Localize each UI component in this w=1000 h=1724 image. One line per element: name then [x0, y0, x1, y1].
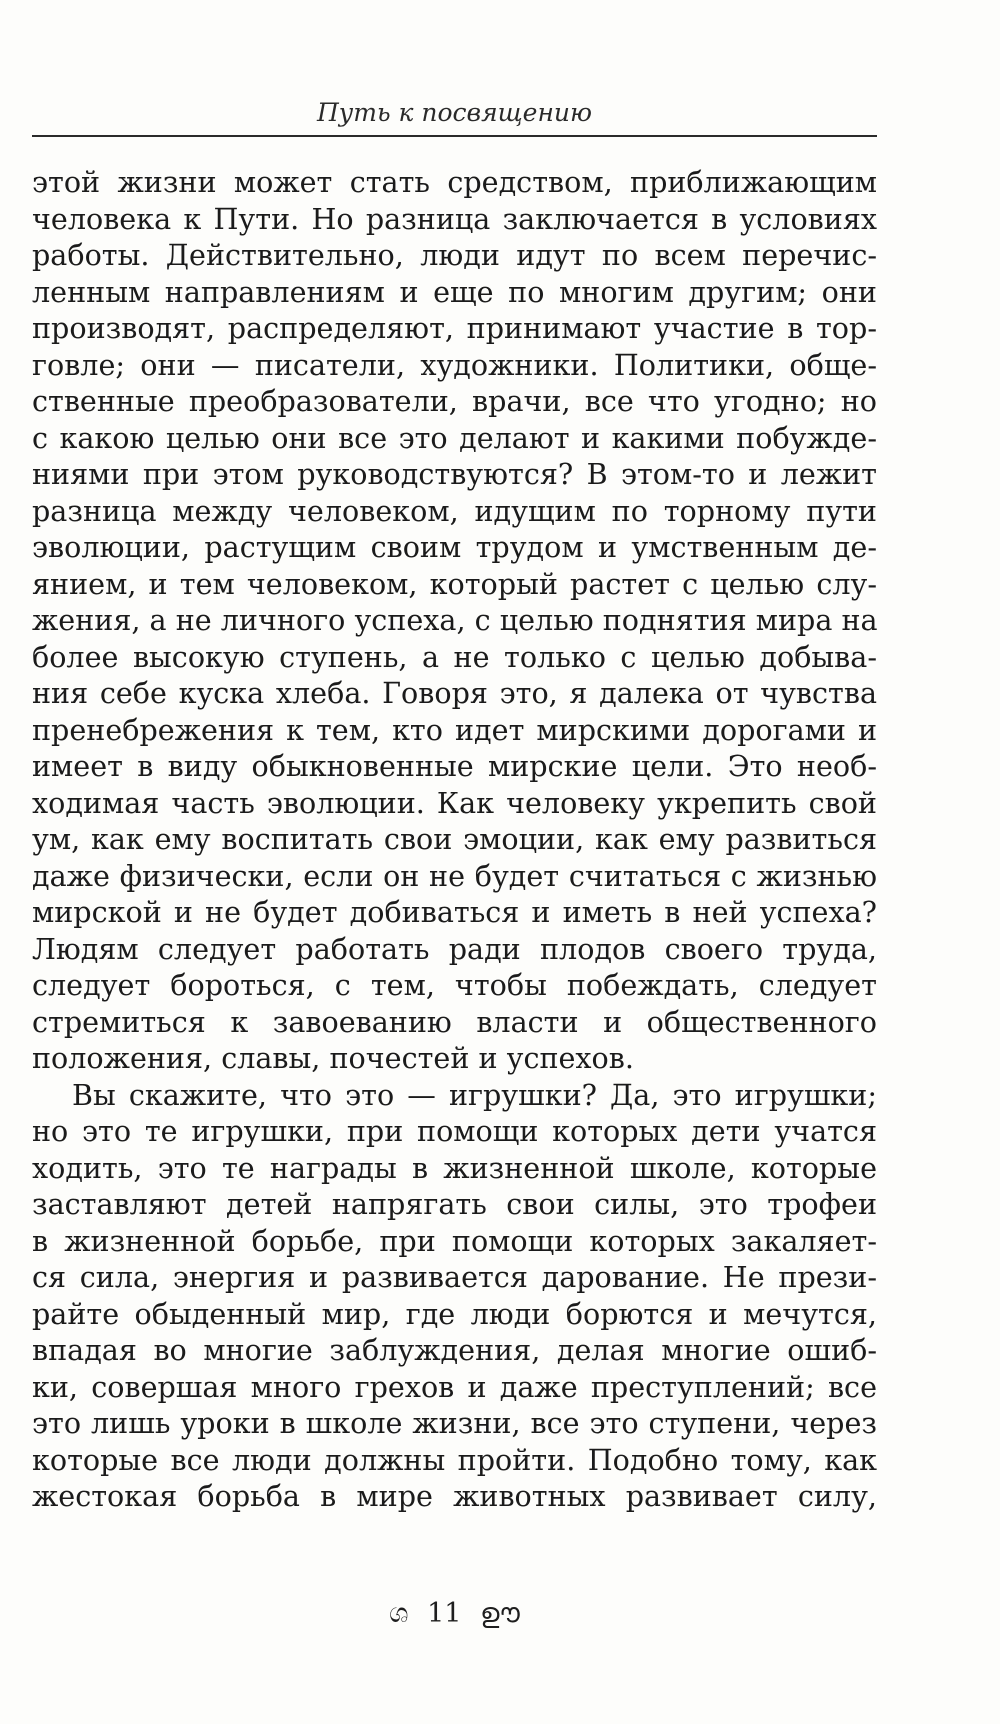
- body-text: [32, 164, 877, 1515]
- text-line: работы. Действительно, люди идут по всем перечис-: [32, 238, 877, 272]
- text-line: разница между человеком, идущим по торному пути: [32, 493, 877, 528]
- text-line: заставляют детей напрягать свои силы, это трофеи: [32, 1187, 877, 1221]
- text-line: производят, распределяют, принимают участие в тор-: [32, 311, 877, 345]
- text-line: говле; они — писатели, художники. Политики, обще-: [32, 347, 877, 382]
- text-line: ния себе куска хлеба. Говоря это, я далека от чувства: [32, 676, 877, 710]
- text-line: имеет в виду обыкновенные мирские цели. Это необ-: [32, 749, 877, 783]
- text-line: но это те игрушки, при помощи которых дети учатся: [32, 1114, 877, 1148]
- paragraph: [32, 1077, 877, 1515]
- text-line: ум, как ему воспитать свои эмоции, как ему развиться: [32, 822, 877, 856]
- paragraph: [32, 164, 877, 1077]
- text-line: жестокая борьба в мире животных развивает силу,: [32, 1479, 877, 1513]
- header-rule: [32, 135, 877, 137]
- text-line: Людям следует работать ради плодов своего труда,: [32, 931, 877, 966]
- ornament-left-icon: ශ: [389, 1597, 409, 1629]
- page-footer: [0, 1595, 909, 1632]
- text-line: стремиться к завоеванию власти и общественного: [32, 1004, 877, 1039]
- text-line: ниями при этом руководствуются? В этом-то и лежит: [32, 457, 877, 491]
- text-line: человека к Пути. Но разница заключается в условиях: [32, 201, 877, 236]
- text-line: пренебрежения к тем, кто идет мирскими дорогами и: [32, 712, 877, 747]
- text-line: райте обыденный мир, где люди борются и мечутся,: [32, 1296, 877, 1331]
- page-number: 11: [427, 1597, 462, 1629]
- ornament-right-icon: ഊ: [480, 1597, 520, 1629]
- text-line: более высокую ступень, а не только с целью добыва-: [32, 639, 877, 674]
- text-line: в жизненной борьбе, при помощи которых закаляет-: [32, 1223, 877, 1258]
- text-line: с какою целью они все это делают и какими побужде-: [32, 420, 877, 455]
- text-line: ходить, это те награды в жизненной школе, которые: [32, 1150, 877, 1185]
- text-line: янием, и тем человеком, который растет с целью слу-: [32, 566, 877, 601]
- text-line: даже физически, если он не будет считаться с жизнью: [32, 858, 877, 893]
- text-line: ленным направлениям и еще по многим другим; они: [32, 274, 877, 309]
- text-line: это лишь уроки в школе жизни, все это ступени, через: [32, 1406, 877, 1440]
- running-head: Путь к посвящению: [316, 98, 593, 127]
- text-line: жения, а не личного успеха, с целью поднятия мира на: [32, 603, 878, 637]
- text-line: эволюции, растущим своим трудом и умственным де-: [32, 530, 877, 564]
- text-line: этой жизни может стать средством, приближающим: [32, 165, 877, 199]
- text-line: впадая во многие заблуждения, делая многие ошиб-: [32, 1333, 877, 1367]
- text-line: мирской и не будет добиваться и иметь в ней успеха?: [32, 895, 877, 929]
- text-line: ки, совершая много грехов и даже преступлений; все: [32, 1369, 877, 1404]
- text-line: ся сила, энергия и развивается дарование. Не прези-: [32, 1260, 877, 1294]
- text-line: ходимая часть эволюции. Как человеку укрепить свой: [32, 785, 877, 820]
- text-line: ственные преобразователи, врачи, все что угодно; но: [32, 384, 877, 418]
- text-line: следует бороться, с тем, чтобы побеждать, следует: [32, 968, 877, 1002]
- text-line: которые все люди должны пройти. Подобно тому, как: [32, 1442, 877, 1477]
- text-line: Вы скажите, что это — игрушки? Да, это игрушки;: [72, 1077, 877, 1112]
- text-line: положения, славы, почестей и успехов.: [32, 1041, 634, 1075]
